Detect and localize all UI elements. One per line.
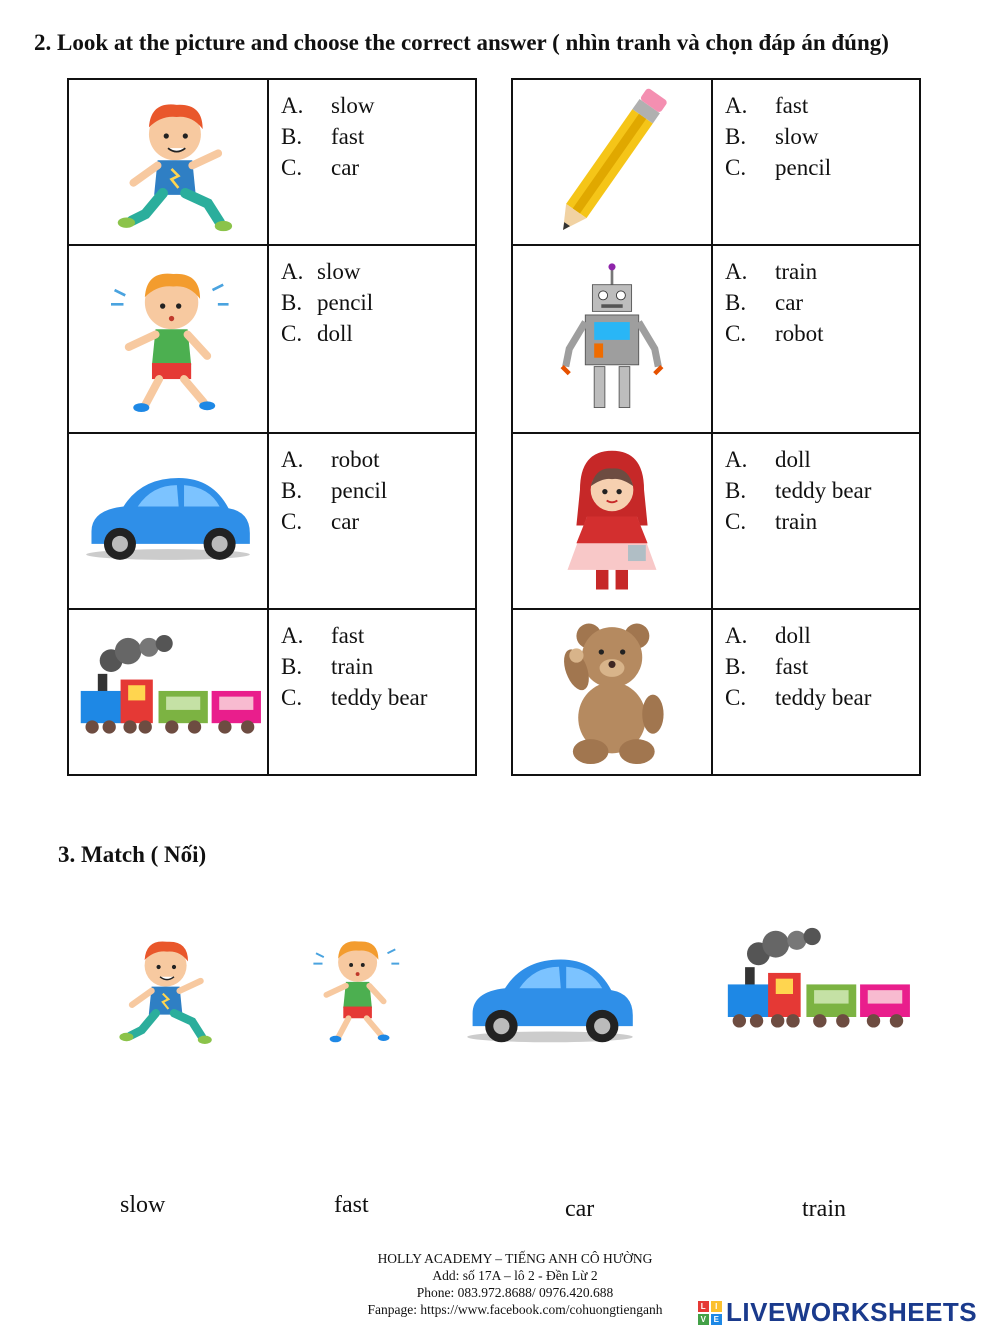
match-word-fast[interactable]: fast (334, 1192, 369, 1218)
option-a[interactable]: A. slow (281, 259, 361, 284)
option-b[interactable]: B. train (281, 654, 374, 679)
toy-train-icon (68, 609, 268, 775)
footer (310, 1250, 720, 1318)
liveworksheets-logo-icon: L I V E (698, 1301, 722, 1325)
doll-icon (512, 433, 712, 609)
question-row (68, 609, 476, 775)
option-b[interactable]: B. pencil (281, 478, 388, 503)
answer-options (268, 79, 476, 245)
tired-runner-icon (68, 245, 268, 433)
teddy-bear-icon (512, 609, 712, 775)
option-a[interactable]: A. train (725, 259, 818, 284)
option-a[interactable]: A. doll (725, 623, 811, 648)
footer-school-name: HOLLY ACADEMY – TIẾNG ANH CÔ HƯỜNG (377, 1251, 653, 1266)
question-row (68, 79, 476, 245)
right-question-table (511, 78, 921, 776)
option-b[interactable]: B. pencil (281, 290, 374, 315)
robot-icon (512, 245, 712, 433)
answer-options (268, 245, 476, 433)
option-c[interactable]: C. car (281, 155, 360, 180)
option-a[interactable]: A. fast (281, 623, 365, 648)
option-b[interactable]: B. teddy bear (725, 478, 872, 503)
footer-fanpage[interactable]: Fanpage: https://www.facebook.com/cohuongtienganh (367, 1302, 663, 1317)
question-row (512, 245, 920, 433)
option-a[interactable]: A. slow (281, 93, 375, 118)
option-c[interactable]: C. pencil (725, 155, 832, 180)
blue-car-icon[interactable] (460, 950, 640, 1050)
liveworksheets-wordmark: LIVEWORKSHEETS (726, 1297, 978, 1327)
left-question-table (67, 78, 477, 776)
answer-options (268, 433, 476, 609)
option-c[interactable]: C. car (281, 509, 360, 534)
pencil-icon (512, 79, 712, 245)
option-c[interactable]: C. teddy bear (725, 685, 872, 710)
toy-train-icon[interactable] (718, 925, 914, 1040)
question-row (512, 609, 920, 775)
option-c[interactable]: C. doll (281, 321, 353, 346)
option-a[interactable]: A. robot (281, 447, 380, 472)
option-b[interactable]: B. fast (281, 124, 365, 149)
liveworksheets-logo[interactable] (698, 1297, 977, 1328)
blue-car-icon (68, 433, 268, 609)
option-b[interactable]: B. car (725, 290, 804, 315)
section-2-heading: 2. Look at the picture and choose the correct answer ( nhìn tranh và chọn đáp án đúng) (34, 30, 889, 55)
option-c[interactable]: C. robot (725, 321, 824, 346)
answer-options (712, 79, 920, 245)
answer-options (712, 245, 920, 433)
footer-address: Add: số 17A – lô 2 - Đền Lừ 2 (432, 1268, 598, 1283)
running-boy-icon[interactable] (90, 918, 230, 1058)
question-row (512, 79, 920, 245)
option-a[interactable]: A. fast (725, 93, 809, 118)
match-word-car[interactable]: car (565, 1196, 595, 1222)
question-row (512, 433, 920, 609)
section-3-heading: 3. Match ( Nối) (58, 842, 207, 867)
option-b[interactable]: B. fast (725, 654, 809, 679)
answer-options (268, 609, 476, 775)
question-row (68, 433, 476, 609)
option-c[interactable]: C. teddy bear (281, 685, 428, 710)
footer-phone: Phone: 083.972.8688/ 0976.420.688 (416, 1285, 614, 1300)
match-word-slow[interactable]: slow (120, 1192, 166, 1218)
running-boy-icon (68, 79, 268, 245)
answer-options (712, 433, 920, 609)
question-row (68, 245, 476, 433)
option-b[interactable]: B. slow (725, 124, 819, 149)
match-word-train[interactable]: train (802, 1196, 846, 1222)
answer-options (712, 609, 920, 775)
option-c[interactable]: C. train (725, 509, 818, 534)
option-a[interactable]: A. doll (725, 447, 811, 472)
tired-runner-icon[interactable] (290, 905, 420, 1073)
